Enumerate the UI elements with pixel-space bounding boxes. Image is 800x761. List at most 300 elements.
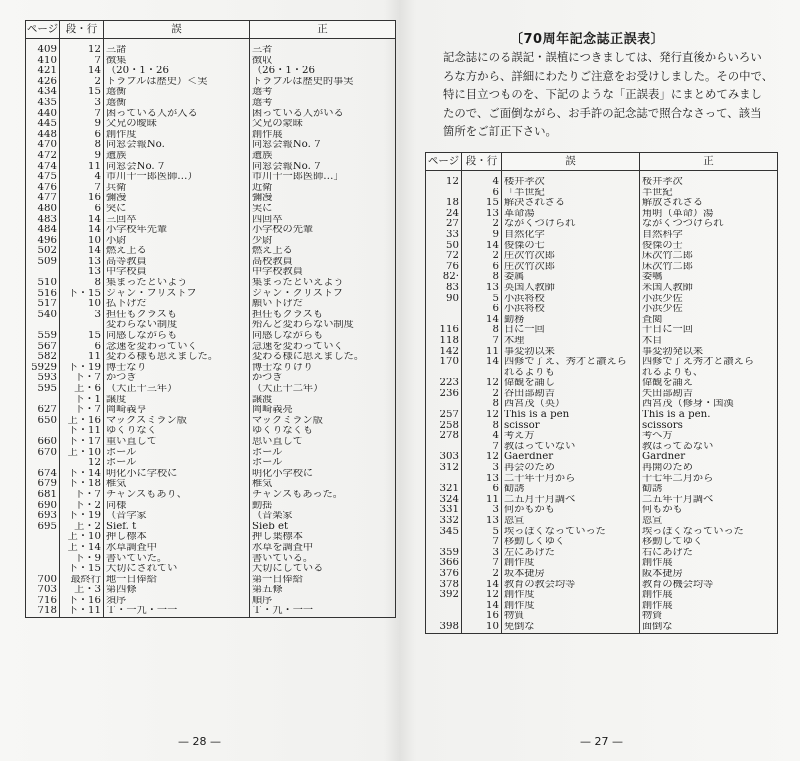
table-row xyxy=(26,193,396,204)
wrong-cell: 小浜将校 xyxy=(502,294,640,305)
correct-cell: 物資 xyxy=(640,611,778,622)
wrong-cell: 徴集 xyxy=(104,56,250,67)
wrong-cell: Sief. t xyxy=(104,522,250,533)
page-cell: 700 xyxy=(26,575,60,586)
table-row xyxy=(26,564,396,575)
correct-cell: 同窓会報No. 7 xyxy=(250,162,396,173)
correct-cell: 思い直して xyxy=(250,437,396,448)
correct-cell: 動揺 xyxy=(250,501,396,512)
page-cell: 27 xyxy=(426,219,462,230)
correct-cell: 移動してゆく xyxy=(640,537,778,548)
page-cell: 660 xyxy=(26,437,60,448)
line-cell: 13 xyxy=(60,267,104,278)
table-row xyxy=(26,448,396,459)
correct-cell: 担任もクラスも xyxy=(250,310,396,321)
correct-cell: 事変勃発以来 xyxy=(640,347,778,358)
page-cell: 12 xyxy=(426,177,462,188)
correct-cell: 燃え上る xyxy=(250,246,396,257)
table-row xyxy=(426,527,778,538)
page-cell xyxy=(26,395,60,406)
line-cell: 9 xyxy=(60,119,104,130)
line-cell: 下・2 xyxy=(60,501,104,512)
table-row xyxy=(426,505,778,516)
line-cell: 8 xyxy=(462,325,502,336)
table-row xyxy=(26,522,396,533)
page-cell: 448 xyxy=(26,130,60,141)
line-cell: 下・1 xyxy=(60,395,104,406)
header-line: 段・行 xyxy=(60,21,104,39)
table-row xyxy=(26,98,396,109)
line-cell: 3 xyxy=(462,463,502,474)
correct-cell: 小浜少佐 xyxy=(640,294,778,305)
line-cell: 7 xyxy=(462,558,502,569)
line-cell: 7 xyxy=(60,56,104,67)
wrong-cell: 庄次竹次郎 xyxy=(502,262,640,273)
correct-cell: 桜井孝次 xyxy=(640,177,778,188)
line-cell: 上・6 xyxy=(60,384,104,395)
header-correct: 正 xyxy=(640,153,778,171)
correct-cell: 何もかも xyxy=(640,505,778,516)
table-row xyxy=(26,606,396,617)
page-cell: 470 xyxy=(26,140,60,151)
wrong-cell: トラブルは歴史）＜実 xyxy=(104,77,250,88)
wrong-cell: ボール xyxy=(104,448,250,459)
wrong-cell: 英国人教師 xyxy=(502,283,640,294)
header-line: 段・行 xyxy=(462,153,502,171)
correct-cell: 右にあげた xyxy=(640,548,778,559)
wrong-cell: 中学校員 xyxy=(104,267,250,278)
table-row xyxy=(426,251,778,262)
errata-body-left xyxy=(26,39,396,618)
table-row xyxy=(426,569,778,580)
correct-cell: 選考 xyxy=(250,87,396,98)
table-row xyxy=(426,357,778,368)
page-cell: 502 xyxy=(26,246,60,257)
table-row xyxy=(426,516,778,527)
table-row xyxy=(26,575,396,586)
page-cell: 695 xyxy=(26,522,60,533)
table-row xyxy=(426,272,778,283)
table-row xyxy=(426,188,778,199)
line-cell: 8 xyxy=(60,140,104,151)
page-cell: 627 xyxy=(26,405,60,416)
wrong-cell: 日に一回 xyxy=(502,325,640,336)
line-cell: 2 xyxy=(462,389,502,400)
page-cell: 516 xyxy=(26,289,60,300)
page-cell xyxy=(26,267,60,278)
wrong-cell: Ｔ・一九・一一 xyxy=(104,606,250,617)
table-row xyxy=(426,452,778,463)
page-cell: 409 xyxy=(26,45,60,56)
wrong-cell: 俊傑の七 xyxy=(502,241,640,252)
correct-cell: 半世紀 xyxy=(640,188,778,199)
wrong-cell: 谷田部勘吉 xyxy=(502,389,640,400)
correct-cell: 偉観を誦え xyxy=(640,378,778,389)
page-cell: 366 xyxy=(426,558,462,569)
line-cell: 15 xyxy=(462,198,502,209)
correct-cell: 近衛 xyxy=(250,183,396,194)
line-cell: 14 xyxy=(462,357,502,368)
page-cell: 674 xyxy=(26,469,60,480)
correct-cell: 集まったといえよう xyxy=(250,278,396,289)
page-cell: 170 xyxy=(426,357,462,368)
wrong-cell: 偉観を誦し xyxy=(502,378,640,389)
line-cell: 下・19 xyxy=(60,363,104,374)
table-header-row xyxy=(426,153,778,171)
wrong-cell: 木理 xyxy=(502,336,640,347)
table-row xyxy=(26,331,396,342)
table-row xyxy=(426,474,778,485)
table-row xyxy=(426,442,778,453)
line-cell xyxy=(462,368,502,379)
line-cell: 6 xyxy=(462,484,502,495)
line-cell: 8 xyxy=(462,421,502,432)
wrong-cell: 担任もクラスも xyxy=(104,310,250,321)
page-cell xyxy=(426,399,462,410)
line-cell: 下・11 xyxy=(60,606,104,617)
wrong-cell: Gaerdner xyxy=(502,452,640,463)
wrong-cell: れるよりも xyxy=(502,368,640,379)
wrong-cell: 大切にされてい xyxy=(104,564,250,575)
correct-cell: 徴収 xyxy=(250,56,396,67)
line-cell: 下・9 xyxy=(60,554,104,565)
line-cell: 11 xyxy=(60,352,104,363)
wrong-cell: 解決されざる xyxy=(502,198,640,209)
line-cell: 下・15 xyxy=(60,564,104,575)
page-cell: 476 xyxy=(26,183,60,194)
table-row xyxy=(26,373,396,384)
line-cell: 3 xyxy=(462,505,502,516)
line-cell: 上・3 xyxy=(60,585,104,596)
page-cell xyxy=(26,543,60,554)
table-row xyxy=(26,458,396,469)
correct-cell: 教育の機会均等 xyxy=(640,580,778,591)
correct-cell: 小浜少佐 xyxy=(640,304,778,315)
table-row xyxy=(26,130,396,141)
correct-cell: 実に xyxy=(250,204,396,215)
table-row xyxy=(26,204,396,215)
page-cell: 679 xyxy=(26,479,60,490)
line-cell: 16 xyxy=(60,193,104,204)
correct-cell: 急速を変わっていく xyxy=(250,342,396,353)
page-cell: 223 xyxy=(426,378,462,389)
page-cell: 392 xyxy=(426,590,462,601)
intro-line: 箇所をご訂正下さい。 xyxy=(443,124,557,138)
wrong-cell: 選衡 xyxy=(104,98,250,109)
page-cell xyxy=(426,474,462,485)
correct-cell: 阪本捷房 xyxy=(640,569,778,580)
wrong-cell: 何かもかも xyxy=(502,505,640,516)
line-cell: 下・11 xyxy=(60,426,104,437)
wrong-cell: 教はっていない xyxy=(502,442,640,453)
wrong-cell: 彌漫 xyxy=(104,193,250,204)
page-cell: 670 xyxy=(26,448,60,459)
line-cell: 5 xyxy=(462,294,502,305)
table-row xyxy=(426,347,778,358)
line-cell: 3 xyxy=(60,310,104,321)
correct-cell: 創作展 xyxy=(640,601,778,612)
wrong-cell: 左にあげた xyxy=(502,548,640,559)
line-cell: 12 xyxy=(462,590,502,601)
line-cell: 下・7 xyxy=(60,373,104,384)
wrong-cell: 念速を変わっていく xyxy=(104,342,250,353)
correct-cell: 再開のため xyxy=(640,463,778,474)
line-cell: 10 xyxy=(60,299,104,310)
line-cell: 上・14 xyxy=(60,543,104,554)
correct-cell: 困っている人がいる xyxy=(250,109,396,120)
correct-cell: 遺族 xyxy=(250,151,396,162)
wrong-cell: 突に xyxy=(104,204,250,215)
correct-cell: 委嘱 xyxy=(640,272,778,283)
line-cell: 12 xyxy=(462,410,502,421)
table-row xyxy=(26,56,396,67)
correct-cell: 創作展 xyxy=(640,558,778,569)
wrong-cell: 須序 xyxy=(104,596,250,607)
line-cell: 下・19 xyxy=(60,511,104,522)
page-cell xyxy=(426,537,462,548)
table-row xyxy=(426,294,778,305)
page-cell xyxy=(26,458,60,469)
table-row xyxy=(26,352,396,363)
table-row xyxy=(26,140,396,151)
header-wrong: 誤 xyxy=(104,21,250,39)
line-cell: 12 xyxy=(462,378,502,389)
wrong-cell: This is a pen xyxy=(502,410,640,421)
table-row xyxy=(26,225,396,236)
wrong-cell: 委属 xyxy=(502,272,640,283)
line-cell: 8 xyxy=(60,278,104,289)
correct-cell: れるよりも、 xyxy=(640,368,778,379)
line-cell: 上・10 xyxy=(60,448,104,459)
line-cell: 14 xyxy=(60,225,104,236)
line-cell: 14 xyxy=(462,315,502,326)
errata-table-left xyxy=(25,20,396,618)
header-page: ページ xyxy=(26,21,60,39)
table-row xyxy=(426,622,778,633)
correct-cell: 殆んど変わらない制度 xyxy=(250,320,396,331)
wrong-cell: 譲度 xyxy=(104,395,250,406)
table-row xyxy=(26,490,396,501)
correct-cell: 父兄の蒙昧 xyxy=(250,119,396,130)
table-row xyxy=(426,368,778,379)
correct-cell: 博士なりけり xyxy=(250,363,396,374)
correct-cell: 四回卒 xyxy=(250,215,396,226)
intro-line: ろな方から、詳細にわたりご注意をお受けしました。その中で、 xyxy=(443,68,774,83)
page-cell xyxy=(426,368,462,379)
page-cell: 303 xyxy=(426,452,462,463)
line-cell xyxy=(60,320,104,331)
line-cell: 上・2 xyxy=(60,522,104,533)
wrong-cell: 勧誘 xyxy=(502,484,640,495)
page-cell: 90 xyxy=(426,294,462,305)
correct-cell: ゆくりなくも xyxy=(250,426,396,437)
line-cell: 下・14 xyxy=(60,469,104,480)
correct-cell: 水草を調査中 xyxy=(250,543,396,554)
line-cell: 15 xyxy=(60,331,104,342)
correct-cell: 解放されざる xyxy=(640,198,778,209)
line-cell: 10 xyxy=(462,622,502,633)
page-cell: 345 xyxy=(426,527,462,538)
line-cell: 5 xyxy=(462,527,502,538)
table-row xyxy=(26,320,396,331)
wrong-cell: 勤務 xyxy=(502,315,640,326)
correct-cell: This is a pen. xyxy=(640,410,778,421)
wrong-cell: 四修で了え、秀才と讃えら xyxy=(502,357,640,368)
page-cell: 324 xyxy=(426,495,462,506)
line-cell: 13 xyxy=(462,209,502,220)
table-row xyxy=(426,601,778,612)
page-cell: 567 xyxy=(26,342,60,353)
line-cell: 12 xyxy=(462,452,502,463)
header-page: ページ xyxy=(426,153,462,171)
header-wrong: 誤 xyxy=(502,153,640,171)
page-cell: 82· xyxy=(426,272,462,283)
page-cell xyxy=(426,611,462,622)
line-cell: 14 xyxy=(462,601,502,612)
wrong-cell: 再会のため xyxy=(502,463,640,474)
line-cell: 3 xyxy=(462,548,502,559)
table-row xyxy=(426,590,778,601)
errata-body-right xyxy=(426,171,778,634)
wrong-cell: （音学家 xyxy=(104,511,250,522)
page-cell: 445 xyxy=(26,119,60,130)
page-cell: 312 xyxy=(426,463,462,474)
correct-cell: 彌漫 xyxy=(250,193,396,204)
line-cell: 下・15 xyxy=(60,289,104,300)
correct-cell: 第五條 xyxy=(250,585,396,596)
table-row xyxy=(426,209,778,220)
wrong-cell: 三諸 xyxy=(104,45,250,56)
wrong-cell: 同様 xyxy=(104,501,250,512)
line-cell: 下・7 xyxy=(60,405,104,416)
page-cell: 398 xyxy=(426,622,462,633)
page-cell xyxy=(26,426,60,437)
correct-cell: 西宮茂（修身・国漢 xyxy=(640,399,778,410)
wrong-cell: 同感しながらも xyxy=(104,331,250,342)
line-cell: 最終行 xyxy=(60,575,104,586)
table-row xyxy=(426,262,778,273)
page-cell: 410 xyxy=(26,56,60,67)
wrong-cell: 教育の教会均等 xyxy=(502,580,640,591)
wrong-cell: 埃っぽくなっていった xyxy=(502,527,640,538)
line-cell: 7 xyxy=(462,537,502,548)
line-cell: 6 xyxy=(60,204,104,215)
page-cell: 650 xyxy=(26,416,60,427)
table-row xyxy=(26,119,396,130)
correct-cell: 順序 xyxy=(250,596,396,607)
line-cell: 13 xyxy=(462,516,502,527)
line-cell: 14 xyxy=(60,246,104,257)
page-cell: 426 xyxy=(26,77,60,88)
correct-cell: 十日に一回 xyxy=(640,325,778,336)
page-cell: 496 xyxy=(26,236,60,247)
page-cell: 582 xyxy=(26,352,60,363)
table-row xyxy=(26,342,396,353)
table-row xyxy=(26,363,396,374)
wrong-cell: 水草調査中 xyxy=(104,543,250,554)
wrong-cell: 「半世紀 xyxy=(502,188,640,199)
page-cell: 435 xyxy=(26,98,60,109)
line-cell: 7 xyxy=(462,336,502,347)
table-row xyxy=(426,399,778,410)
table-row xyxy=(26,257,396,268)
line-cell: 6 xyxy=(462,262,502,273)
page-cell: 595 xyxy=(26,384,60,395)
correct-cell: 中学校教員 xyxy=(250,267,396,278)
table-row xyxy=(26,596,396,607)
wrong-cell: 三回卒 xyxy=(104,215,250,226)
correct-cell: 恩宣 xyxy=(640,516,778,527)
line-cell: 11 xyxy=(462,347,502,358)
line-cell: 2 xyxy=(462,251,502,262)
line-cell: 2 xyxy=(462,219,502,230)
correct-cell: （大正十二年） xyxy=(250,384,396,395)
line-cell: 11 xyxy=(60,162,104,173)
table-row xyxy=(426,421,778,432)
page-cell: 24 xyxy=(426,209,462,220)
correct-cell: ボール xyxy=(250,448,396,459)
page-cell: 376 xyxy=(426,569,462,580)
page-cell: 116 xyxy=(426,325,462,336)
line-cell: 14 xyxy=(462,580,502,591)
table-row xyxy=(26,87,396,98)
page-cell xyxy=(426,601,462,612)
table-row xyxy=(26,183,396,194)
wrong-cell: 燃え上る xyxy=(104,246,250,257)
table-row xyxy=(26,543,396,554)
table-row xyxy=(26,585,396,596)
correct-cell: 四修で了え秀才と讃えら xyxy=(640,357,778,368)
page-cell: 474 xyxy=(26,162,60,173)
page-cell xyxy=(426,315,462,326)
page-cell: 50 xyxy=(426,241,462,252)
page-cell: 517 xyxy=(26,299,60,310)
correct-cell: 米国人教師 xyxy=(640,283,778,294)
correct-cell: 俊傑の士 xyxy=(640,241,778,252)
correct-cell: Gardner xyxy=(640,452,778,463)
page-cell: 359 xyxy=(426,548,462,559)
table-row xyxy=(426,336,778,347)
wrong-cell: 兵衛 xyxy=(104,183,250,194)
line-cell: 8 xyxy=(462,272,502,283)
correct-cell: マックミラン版 xyxy=(250,416,396,427)
page-cell: 331 xyxy=(426,505,462,516)
table-row xyxy=(426,495,778,506)
page-cell: 593 xyxy=(26,373,60,384)
table-row xyxy=(26,501,396,512)
page-cell xyxy=(426,188,462,199)
page-cell: 472 xyxy=(26,151,60,162)
page-cell: 257 xyxy=(426,410,462,421)
wrong-cell: 書いていた。 xyxy=(104,554,250,565)
wrong-cell: かつぎ xyxy=(104,373,250,384)
line-cell: 下・17 xyxy=(60,437,104,448)
table-row xyxy=(26,236,396,247)
line-cell: 14 xyxy=(462,241,502,252)
page-cell xyxy=(26,554,60,565)
wrong-cell: 恩宣 xyxy=(502,516,640,527)
table-row xyxy=(26,66,396,77)
correct-cell: 願い下げだ xyxy=(250,299,396,310)
page-cell: 5929 xyxy=(26,363,60,374)
page-cell: 681 xyxy=(26,490,60,501)
wrong-cell: 第四條 xyxy=(104,585,250,596)
table-row xyxy=(426,548,778,559)
line-cell: 13 xyxy=(462,283,502,294)
page-cell xyxy=(26,532,60,543)
table-row xyxy=(26,162,396,173)
page-cell: 509 xyxy=(26,257,60,268)
